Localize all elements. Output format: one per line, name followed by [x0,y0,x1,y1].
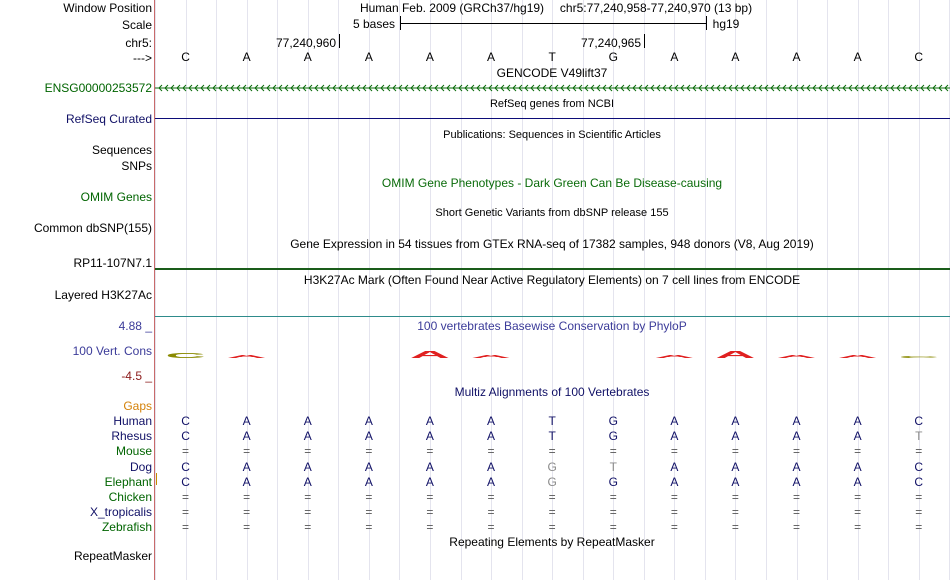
coord-tick-2 [644,34,645,48]
alignment-base: = [182,505,190,520]
alignment-base: = [670,490,678,504]
phylop-logo [155,340,950,364]
alignment-base: A [731,474,740,489]
alignment-base: = [426,490,434,504]
gtex-gene-feature[interactable] [155,268,950,270]
phylop-score-letter: A [837,354,880,360]
alignment-base: C [914,459,924,474]
alignment-base: T [548,414,556,428]
dna-base: C [914,50,924,64]
alignment-base: = [609,505,617,520]
alignment-base: = [793,490,801,504]
alignment-base: A [853,459,862,474]
alignment-base: T [915,429,923,444]
phylop-track-title: 100 vertebrates Basewise Conservation by PhyloP [417,319,687,333]
alignment-base: = [731,444,739,459]
phylop-score-letter: A [654,354,697,360]
phylop-score-letter: C [165,351,207,360]
snps-track-label[interactable]: SNPs [121,159,152,173]
alignment-base: = [365,520,373,535]
alignment-base: = [854,505,862,520]
h3k27ac-baseline [155,316,950,317]
alignment-base: A [242,474,251,489]
alignment-base: = [854,520,862,535]
alignment-base: C [181,429,190,444]
alignment-base: A [242,414,251,428]
coord-label-1: 77,240,960 [275,36,337,50]
alignment-base: = [548,520,556,535]
refseq-track-label[interactable]: RefSeq Curated [65,112,152,126]
alignment-base: A [670,474,679,489]
alignment-base: = [487,490,495,504]
alignment-base: C [914,414,924,428]
dna-base: A [792,50,801,64]
alignment-base: G [608,414,618,428]
alignment-base: = [731,520,739,535]
alignment-base: C [181,474,190,489]
alignment-base: A [731,414,740,428]
alignment-base: = [365,490,373,504]
scale-bar-right-end [706,16,707,30]
alignment-base: = [365,444,373,459]
alignment-base: = [670,444,678,459]
dna-base: C [181,50,190,64]
phylop-max-label: 4.88 _ [118,319,152,333]
scale-label: Scale [121,18,152,32]
alignment-base: = [793,505,801,520]
alignment-base: = [243,520,251,535]
alignment-base: A [303,474,312,489]
alignment-base: = [182,444,190,459]
species-label[interactable]: Zebrafish [101,520,152,535]
alignment-base: A [487,474,496,489]
alignment-base: = [243,505,251,520]
alignment-base: A [853,414,862,428]
alignment-base: = [426,520,434,535]
alignment-base: A [670,459,679,474]
gtex-track-label[interactable]: RP11-107N7.1 [73,256,152,270]
alignment-base: A [303,429,312,444]
alignment-base: A [364,429,373,444]
dbsnp-track-label[interactable]: Common dbSNP(155) [33,221,152,235]
alignment-base: = [182,490,190,504]
alignment-base: A [731,459,740,474]
alignment-base: = [548,444,556,459]
alignment-base: = [304,490,312,504]
alignment-base: A [242,459,251,474]
gencode-track-label[interactable]: ENSG00000253572 [44,81,152,95]
alignment-base: A [792,459,801,474]
species-label[interactable]: Chicken [108,490,152,504]
dna-base: A [487,50,496,64]
window-position-label: Window Position [63,1,152,15]
phylop-score-letter: A [776,354,819,360]
alignment-base: = [731,490,739,504]
alignment-base: = [915,505,923,520]
dbsnp-track-title: Short Genetic Variants from dbSNP release 155 [435,207,669,219]
alignment-base: A [487,414,496,428]
alignment-base: = [731,505,739,520]
refseq-gene-feature[interactable] [155,118,950,119]
alignment-base: = [670,520,678,535]
alignment-base: = [915,490,923,504]
phylop-track-label[interactable]: 100 Vert. Cons [72,344,152,358]
alignment-base: = [487,520,495,535]
dna-base: A [303,50,312,64]
phylop-score-letter: A [409,349,450,361]
omim-track-label[interactable]: OMIM Genes [80,190,152,204]
coord-label-2: 77,240,965 [580,36,642,50]
alignment-base: = [609,444,617,459]
species-label[interactable]: X_tropicalis [89,505,152,520]
alignment-base: = [487,444,495,459]
alignment-base: A [670,429,679,444]
alignment-base: A [425,414,434,428]
alignment-base: A [364,459,373,474]
alignment-base: A [853,474,862,489]
alignment-base: = [915,444,923,459]
coord-tick-1 [339,34,340,48]
dna-base: G [608,50,618,64]
h3k27ac-track-label[interactable]: Layered H3K27Ac [54,288,152,302]
alignment-base: = [304,520,312,535]
position-text[interactable]: chr5:77,240,958-77,240,970 (13 bp) [559,1,753,15]
dna-base: T [548,50,556,64]
h3k27ac-track-title: H3K27Ac Mark (Often Found Near Active Regulatory Elements) on 7 cell lines from ENCODE [303,273,801,287]
scale-text: 5 bases [352,17,396,31]
publications-track-title: Publications: Sequences in Scientific Articles [443,129,661,141]
alignment-base: G [547,474,557,489]
species-label[interactable]: Elephant [104,474,152,489]
alignment-base: = [854,444,862,459]
alignment-base: A [303,459,312,474]
alignment-base: = [609,520,617,535]
repeatmasker-track-label[interactable]: RepeatMasker [73,549,152,563]
alignment-base: A [364,474,373,489]
phylop-score-letter: C [898,355,939,359]
multiz-track-title: Multiz Alignments of 100 Vertebrates [454,385,650,399]
alignment-base: G [608,474,618,489]
alignment-base: A [487,459,496,474]
alignment-base: A [670,414,679,428]
alignment-base: A [425,474,434,489]
alignment-base: A [364,414,373,428]
alignment-base: = [854,490,862,504]
dna-base: A [364,50,373,64]
alignment-base: G [547,459,557,474]
alignment-base: = [915,520,923,535]
alignment-base: = [243,444,251,459]
alignment-base: = [793,444,801,459]
gtex-track-title: Gene Expression in 54 tissues from GTEx RNA-seq of 17382 samples, 948 donors (V8, Aug 2019) [290,237,814,251]
species-label[interactable]: Rhesus [111,429,152,444]
alignment-base: T [548,429,556,444]
alignment-base: = [426,444,434,459]
phylop-score-letter: A [226,354,269,360]
dna-base: A [425,50,434,64]
alignment-base: T [609,459,617,474]
assembly-text: Human Feb. 2009 (GRCh37/hg19) [359,1,545,15]
gap-marker [156,473,157,485]
scale-assembly: hg19 [712,17,740,31]
alignment-base: A [792,429,801,444]
alignment-base: C [181,459,190,474]
refseq-track-title: RefSeq genes from NCBI [489,98,615,110]
alignment-base: = [426,505,434,520]
alignment-base: = [548,505,556,520]
dna-base: A [853,50,862,64]
alignment-base: A [487,429,496,444]
species-label[interactable]: Human [113,414,152,428]
alignment-base: C [181,414,190,428]
alignment-base: = [670,505,678,520]
alignment-base: A [425,429,434,444]
alignment-base: A [242,429,251,444]
strand-label: ---> [133,51,152,65]
sequences-track-label[interactable]: Sequences [91,143,152,157]
alignment-base: = [365,505,373,520]
scale-bar [400,23,706,24]
alignment-base: = [609,490,617,504]
alignment-base: = [548,490,556,504]
alignment-base: = [793,520,801,535]
alignment-base: = [487,505,495,520]
alignment-base: A [792,474,801,489]
gencode-track-title: GENCODE V49lift37 [496,66,608,80]
alignment-base: A [792,414,801,428]
species-label[interactable]: Mouse [115,444,152,459]
alignment-base: C [914,474,924,489]
gencode-gene-feature[interactable] [155,82,950,94]
alignment-base: = [304,505,312,520]
gaps-label[interactable]: Gaps [123,399,152,413]
chrom-label: chr5: [125,36,152,50]
dna-base: A [670,50,679,64]
alignment-base: = [182,520,190,535]
dna-base: A [242,50,251,64]
alignment-base: A [853,429,862,444]
phylop-min-label: -4.5 _ [121,369,152,383]
phylop-score-letter: A [471,354,514,360]
alignment-base: A [425,459,434,474]
dna-base: A [731,50,740,64]
alignment-base: G [608,429,618,444]
alignment-base: A [731,429,740,444]
alignment-base: = [304,444,312,459]
species-label[interactable]: Dog [129,459,152,474]
alignment-base: A [303,414,312,428]
omim-track-title: OMIM Gene Phenotypes - Dark Green Can Be Disease-causing [381,176,723,190]
repeatmasker-track-title: Repeating Elements by RepeatMasker [449,535,655,549]
phylop-score-letter: A [715,349,756,361]
alignment-base: = [243,490,251,504]
